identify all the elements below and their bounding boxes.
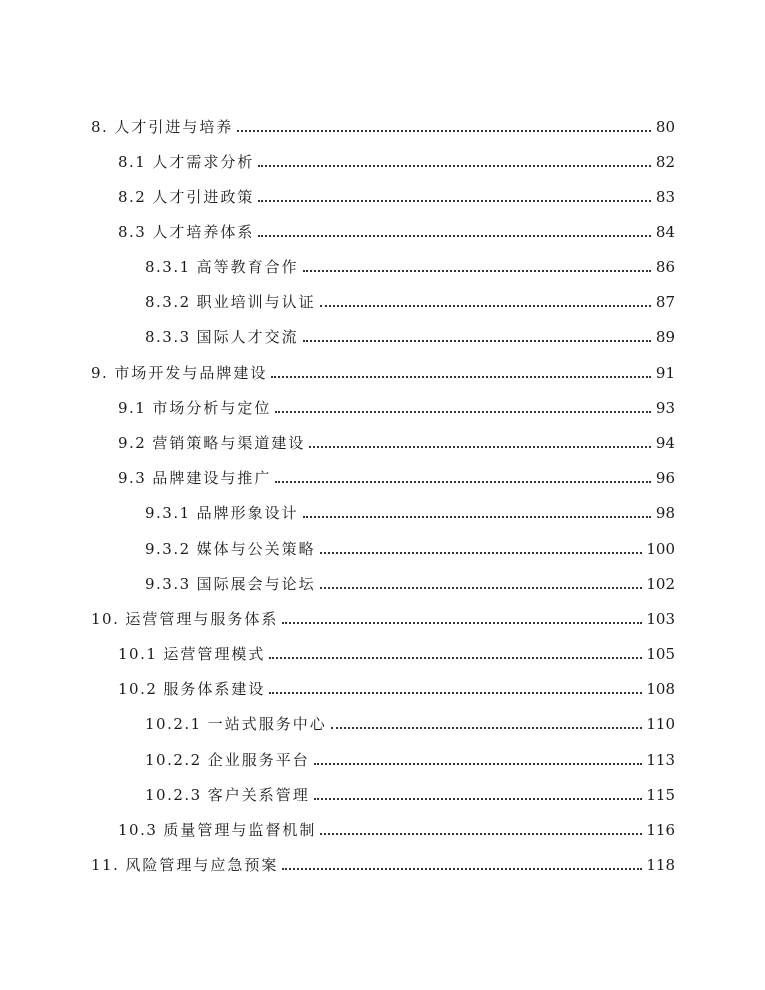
toc-entry[interactable]	[91, 359, 675, 383]
toc-dot-leader	[314, 798, 643, 800]
toc-entry-page: 94	[655, 434, 675, 452]
toc-entry-page: 116	[646, 821, 675, 839]
toc-entry-page: 89	[655, 328, 675, 346]
toc-entry-title: 市场开发与品牌建设	[114, 364, 268, 382]
toc-entry-page: 80	[655, 118, 675, 136]
toc-entry-number: 9.3	[118, 469, 147, 487]
toc-entry-title: 服务体系建设	[163, 680, 266, 698]
toc-dot-leader	[271, 376, 651, 378]
toc-dot-leader	[320, 552, 643, 554]
toc-entry-page: 82	[655, 153, 675, 171]
toc-entry[interactable]	[118, 675, 675, 699]
toc-entry[interactable]	[145, 499, 675, 523]
toc-entry-title: 市场分析与定位	[152, 399, 272, 417]
toc-entry-page: 103	[646, 610, 675, 628]
toc-entry-page: 102	[646, 575, 675, 593]
toc-entry-title: 品牌形象设计	[196, 504, 299, 522]
toc-dot-leader	[320, 305, 651, 307]
toc-dot-leader	[275, 481, 651, 483]
toc-dot-leader	[303, 516, 651, 518]
toc-entry[interactable]	[118, 394, 675, 418]
toc-entry-title: 品牌建设与推广	[152, 469, 272, 487]
toc-dot-leader	[320, 833, 642, 835]
toc-entry[interactable]	[118, 183, 675, 207]
toc-entry-number: 10.3	[118, 821, 158, 839]
toc-entry-title: 运营管理与服务体系	[125, 610, 279, 628]
toc-entry-number: 8.3.2	[145, 293, 191, 311]
toc-entry-page: 91	[655, 364, 675, 382]
toc-entry[interactable]	[145, 253, 675, 277]
toc-entry[interactable]	[118, 464, 675, 488]
toc-entry-title: 人才培养体系	[152, 223, 255, 241]
toc-entry-page: 86	[655, 258, 675, 276]
toc-entry-number: 8.1	[118, 153, 147, 171]
toc-entry-number: 10.2	[118, 680, 158, 698]
toc-entry-title: 客户关系管理	[207, 786, 310, 804]
toc-entry[interactable]	[145, 710, 675, 734]
toc-entry-title: 高等教育合作	[196, 258, 299, 276]
toc-entry[interactable]	[145, 570, 675, 594]
toc-entry-number: 8.2	[118, 188, 147, 206]
toc-entry-page: 118	[646, 856, 675, 874]
toc-entry-title: 媒体与公关策略	[196, 540, 316, 558]
toc-dot-leader	[258, 235, 651, 237]
toc-entry-number: 10.2.3	[145, 786, 202, 804]
toc-entry-number: 8.3.1	[145, 258, 191, 276]
toc-entry[interactable]	[91, 851, 675, 875]
toc-dot-leader	[309, 446, 651, 448]
toc-dot-leader	[303, 340, 651, 342]
toc-entry-number: 9.	[91, 364, 109, 382]
toc-dot-leader	[303, 270, 651, 272]
toc-entry[interactable]	[145, 746, 675, 770]
toc-entry[interactable]	[118, 148, 675, 172]
toc-entry-title: 人才需求分析	[152, 153, 255, 171]
toc-entry-page: 105	[646, 645, 675, 663]
toc-entry-page: 87	[655, 293, 675, 311]
toc-entry-page: 113	[646, 751, 675, 769]
toc-entry-number: 9.3.1	[145, 504, 191, 522]
toc-entry-number: 10.2.2	[145, 751, 202, 769]
toc-entry-title: 一站式服务中心	[207, 715, 327, 733]
toc-entry-title: 营销策略与渠道建设	[152, 434, 306, 452]
toc-entry-number: 8.3.3	[145, 328, 191, 346]
toc-entry-title: 人才引进政策	[152, 188, 255, 206]
toc-entry-page: 100	[646, 540, 675, 558]
toc-entry-title: 人才引进与培养	[114, 118, 234, 136]
toc-dot-leader	[282, 868, 642, 870]
toc-entry[interactable]	[145, 535, 675, 559]
toc-entry-page: 93	[655, 399, 675, 417]
toc-entry[interactable]	[91, 605, 675, 629]
toc-dot-leader	[237, 130, 651, 132]
toc-entry[interactable]	[91, 113, 675, 137]
toc-entry-title: 国际展会与论坛	[196, 575, 316, 593]
toc-entry-number: 10.	[91, 610, 120, 628]
toc-dot-leader	[314, 763, 643, 765]
toc-dot-leader	[331, 727, 643, 729]
toc-dot-leader	[320, 587, 643, 589]
toc-entry-page: 110	[646, 715, 675, 733]
toc-dot-leader	[269, 657, 642, 659]
toc-dot-leader	[258, 165, 651, 167]
toc-entry-number: 9.3.2	[145, 540, 191, 558]
toc-entry-page: 108	[646, 680, 675, 698]
toc-entry[interactable]	[118, 640, 675, 664]
toc-entry-number: 9.1	[118, 399, 147, 417]
toc-entry-title: 企业服务平台	[207, 751, 310, 769]
toc-entry-title: 运营管理模式	[163, 645, 266, 663]
toc-entry[interactable]	[118, 218, 675, 242]
toc-entry-number: 10.1	[118, 645, 158, 663]
toc-entry-number: 8.	[91, 118, 109, 136]
toc-dot-leader	[275, 411, 651, 413]
toc-entry-title: 国际人才交流	[196, 328, 299, 346]
toc-entry-number: 8.3	[118, 223, 147, 241]
toc-entry-number: 9.3.3	[145, 575, 191, 593]
toc-entry-number: 11.	[91, 856, 120, 874]
toc-entry-page: 96	[655, 469, 675, 487]
toc-entry-page: 115	[646, 786, 675, 804]
toc-dot-leader	[269, 692, 642, 694]
toc-entry-title: 质量管理与监督机制	[163, 821, 317, 839]
toc-entry-number: 9.2	[118, 434, 147, 452]
toc-entry[interactable]	[145, 323, 675, 347]
toc-entry[interactable]	[145, 288, 675, 312]
toc-entry-page: 84	[655, 223, 675, 241]
toc-dot-leader	[258, 200, 651, 202]
toc-entry-title: 职业培训与认证	[196, 293, 316, 311]
toc-entry[interactable]	[145, 781, 675, 805]
toc-entry-page: 98	[655, 504, 675, 522]
toc-dot-leader	[282, 622, 642, 624]
toc-entry-number: 10.2.1	[145, 715, 202, 733]
toc-entry[interactable]	[118, 816, 675, 840]
toc-entry[interactable]	[118, 429, 675, 453]
toc-entry-title: 风险管理与应急预案	[125, 856, 279, 874]
toc-entry-page: 83	[655, 188, 675, 206]
